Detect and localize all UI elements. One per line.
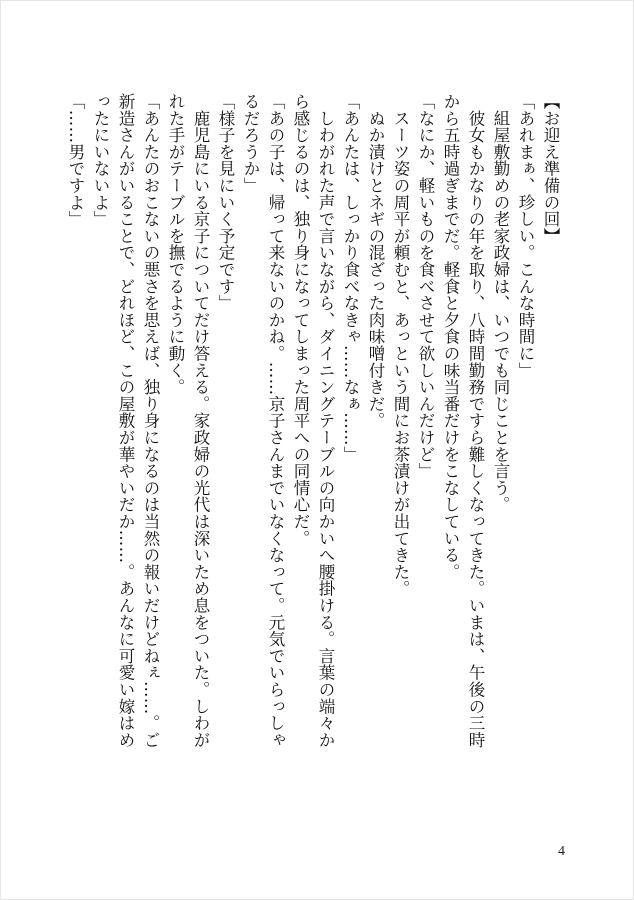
text-line: 「あんたのおこないの悪さを思えば、独り身になるのは当然の報いだけどねぇ……。ご新造さんがいることで、どれほど、この屋敷が華やいだか……。あんなに可愛い嫁はめったにいないよ」 bbox=[91, 93, 160, 749]
text-line: 「あんたは、しっかり食べなきゃ……なぁ……」 bbox=[341, 93, 360, 463]
text-line: 彼女もかなりの年を取り、八時間勤務ですら難しくなってきた。いまは、午後の三時から五時過ぎまでだ。軽食と夕食の味当番だけをこなしている。 bbox=[441, 93, 485, 749]
vertical-text-body bbox=[43, 93, 563, 753]
text-line: 「あれまぁ、珍しい。こんな時間に」 bbox=[516, 93, 535, 379]
text-line: 「……男ですよ」 bbox=[66, 93, 85, 228]
text-line: 「あの子は、帰って来ないのかね。……京子さんまでいなくなって。元気でいらっしゃるだろうか」 bbox=[241, 93, 285, 749]
text-line: しわがれた声で言いながら、ダイニングテーブルの向かいへ腰掛ける。言葉の端々から感じるのは、独り身になってしまった周平への同情心だ。 bbox=[291, 93, 335, 749]
text-line: スーツ姿の周平が頼むと、あっという間にお茶漬けが出てきた。 bbox=[391, 93, 410, 597]
text-line: ぬか漬けとネギの混ざった肉味噌付きだ。 bbox=[366, 93, 385, 429]
text-line: 鹿児島にいる京子についてだけ答える。家政婦の光代は深いため息をついた。しわがれた手がテーブルを撫でるように動く。 bbox=[166, 93, 210, 749]
page-number: 4 bbox=[558, 844, 565, 859]
text-line: 「なにか、軽いものを食べさせて欲しいんだけど」 bbox=[416, 93, 435, 480]
section-heading: 【お迎え準備の回】 bbox=[541, 93, 560, 245]
text-line: 「様子を見にいく予定です」 bbox=[216, 93, 235, 312]
text-line: 組屋敷勤めの老家政婦は、いつでも同じことを言う。 bbox=[491, 93, 510, 513]
